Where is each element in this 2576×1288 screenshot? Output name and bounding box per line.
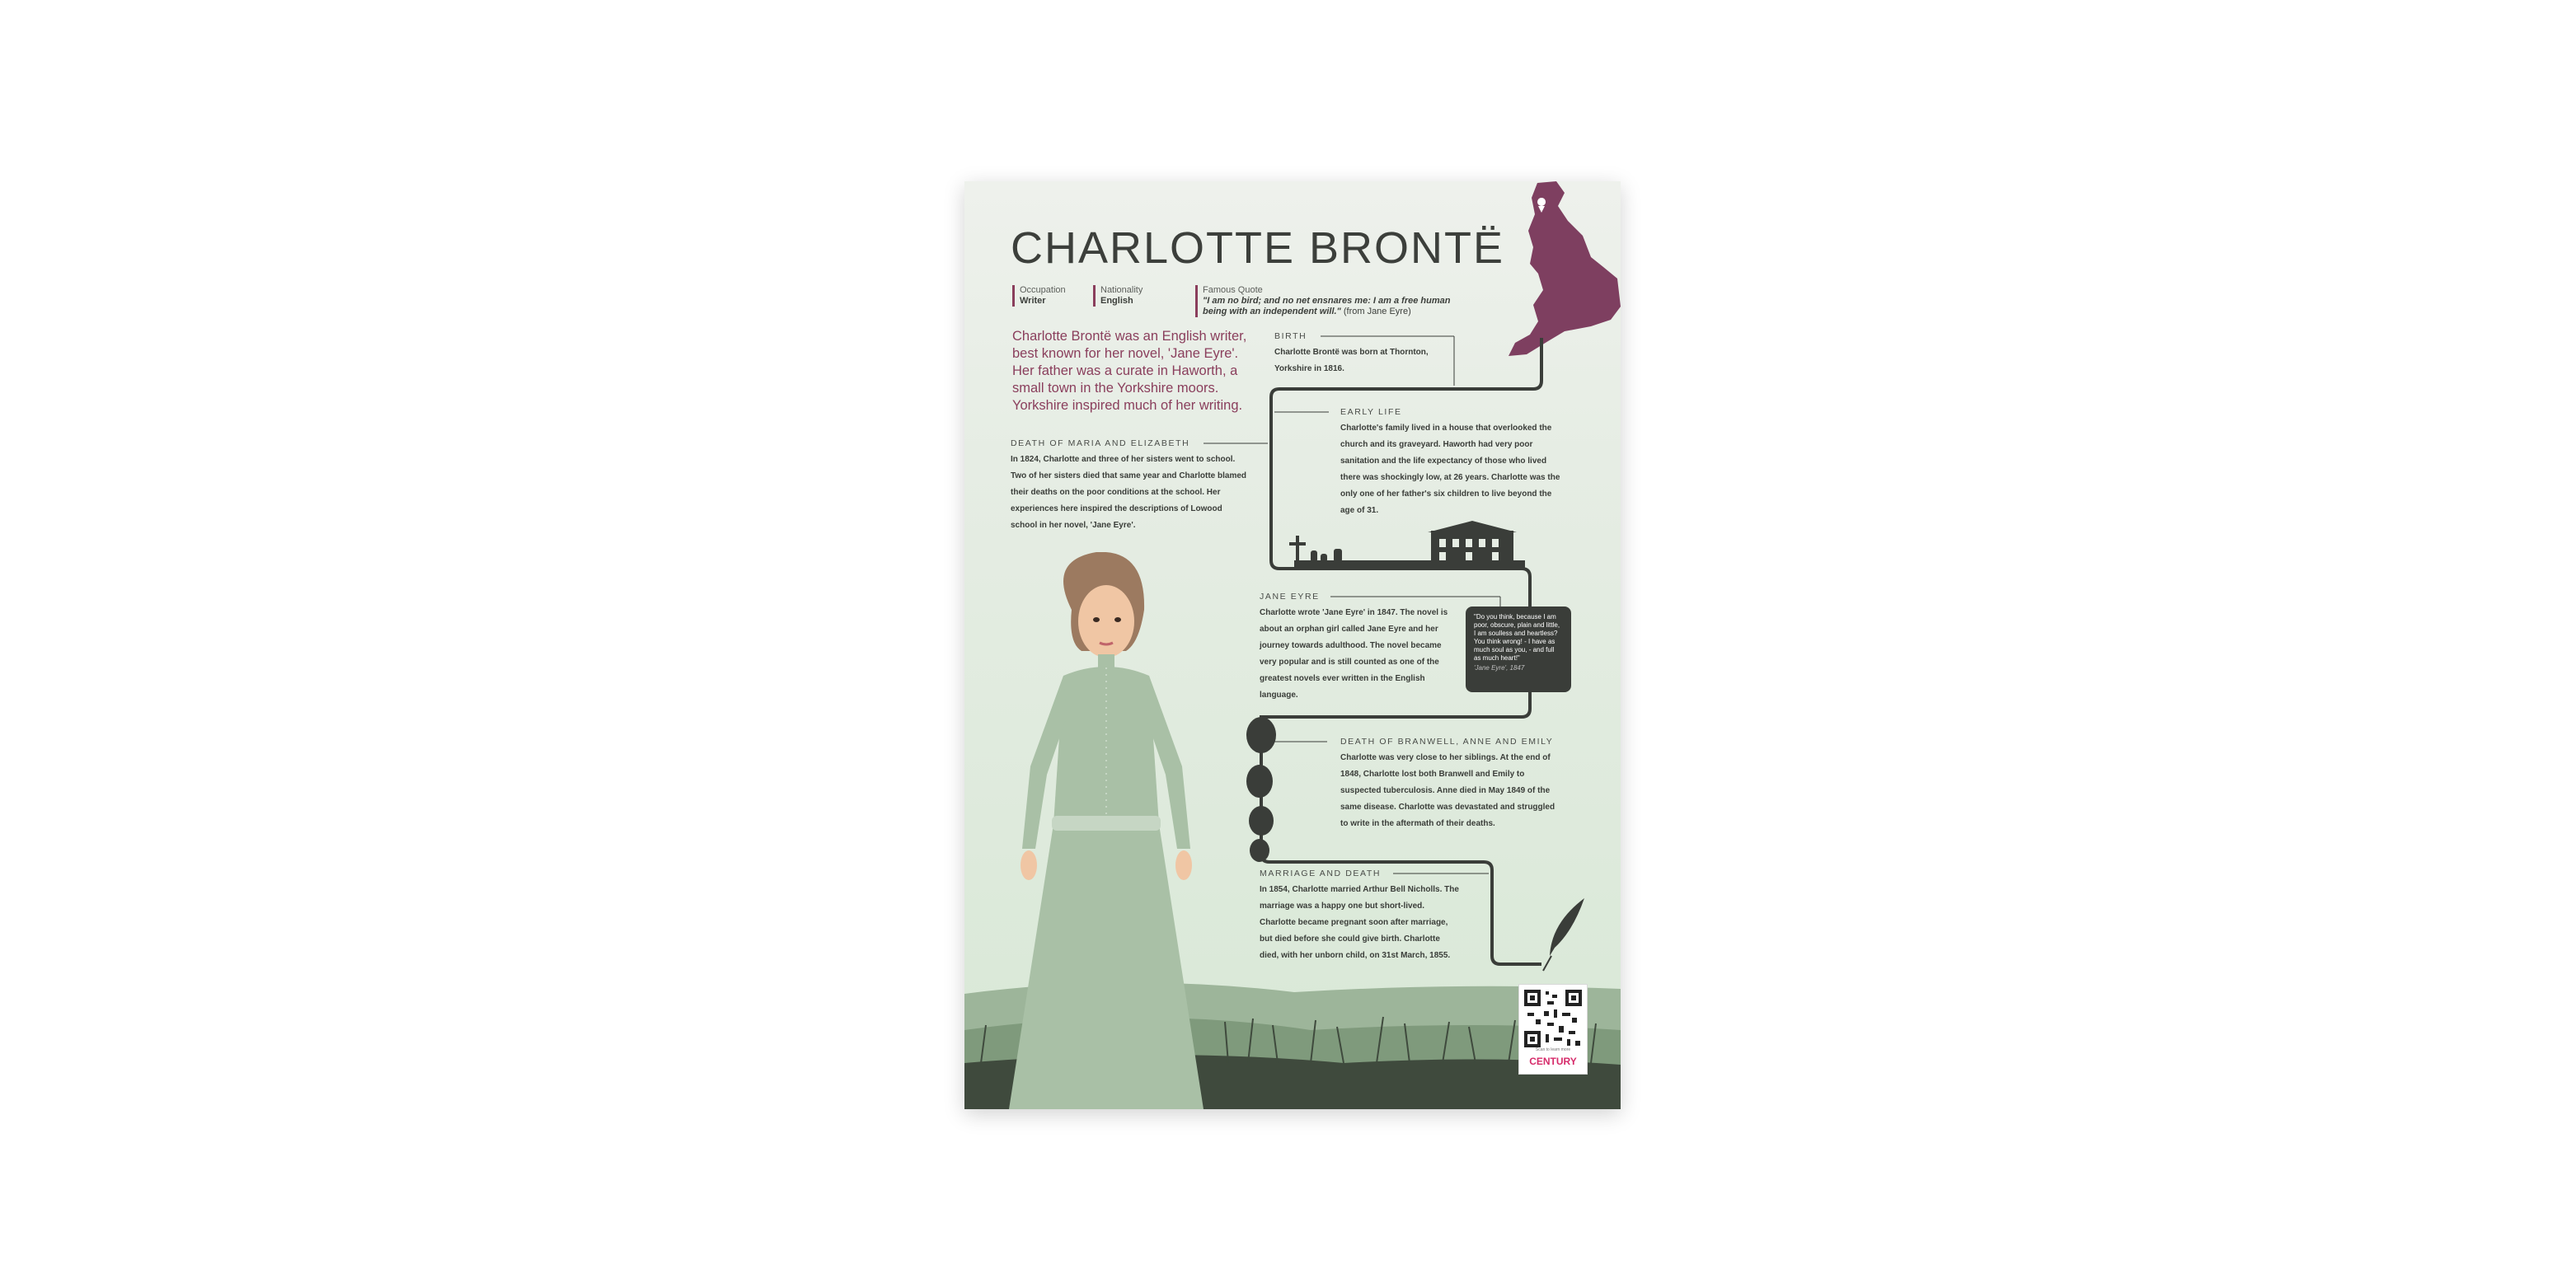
jane-eyre-quote-text: "Do you think, because I am poor, obscure, plain and little, I am soulless and heartless? You think wrong! - I have as much soul as you, - and full as much heart!" bbox=[1474, 613, 1560, 662]
death-branwell-body: Charlotte was very close to her siblings. At the end of 1848, Charlotte lost both Branwell and Emily to suspected tuberculosis. Anne died in May 1849 of the same disease. Charlotte was devastated and struggled to write in the aftermath of their deaths. bbox=[1340, 753, 1555, 828]
jane-eyre-heading: JANE EYRE bbox=[1260, 592, 1320, 602]
quote-label: Famous Quote bbox=[1203, 285, 1263, 295]
marriage-heading: MARRIAGE AND DEATH bbox=[1260, 869, 1382, 878]
quote-value: "I am no bird; and no net ensnares me: I am a free human being with an independent will." bbox=[1203, 296, 1451, 316]
early-life-body: Charlotte's family lived in a house that overlooked the church and its graveyard. Haworth had very poor sanitation and the life expectancy of those who lived there was shockingly low, at 26 years. Charlotte was the only one of her father's six children to live beyond the age of 31. bbox=[1340, 424, 1560, 515]
jane-eyre-body: Charlotte wrote 'Jane Eyre' in 1847. The novel is about an orphan girl called Jane Eyre and her journey towards adulthood. The novel became very popular and is still counted as one of the greatest novels ever written in the English language. bbox=[1260, 608, 1448, 700]
jane-eyre-quote-box bbox=[1466, 607, 1571, 692]
death-branwell-heading: DEATH OF BRANWELL, ANNE AND EMILY bbox=[1340, 737, 1554, 747]
page-title: CHARLOTTE BRONTË bbox=[1011, 223, 1505, 273]
poster bbox=[964, 181, 1621, 1109]
birth-heading: BIRTH bbox=[1274, 331, 1307, 341]
occupation-label: Occupation bbox=[1020, 285, 1066, 295]
jane-eyre-quote-source: 'Jane Eyre', 1847 bbox=[1474, 664, 1525, 672]
occupation-value: Writer bbox=[1020, 296, 1046, 306]
charlotte-illustration bbox=[997, 552, 1228, 1109]
early-life-heading: EARLY LIFE bbox=[1340, 407, 1402, 417]
qr-code-icon bbox=[1524, 990, 1582, 1047]
death-maria-body: In 1824, Charlotte and three of her sisters went to school. Two of her sisters died that same year and Charlotte blamed their deaths on the poor conditions at the school. Her experiences here inspired the descriptions of Lowood school in her novel, 'Jane Eyre'. bbox=[1011, 455, 1247, 530]
death-maria-heading: DEATH OF MARIA AND ELIZABETH bbox=[1011, 438, 1190, 448]
quote-source: (from Jane Eyre) bbox=[1343, 307, 1411, 316]
nationality-value: English bbox=[1100, 296, 1133, 306]
intro-text: Charlotte Brontë was an English writer, best known for her novel, 'Jane Eyre'. Her father was a curate in Haworth, a small town in the Yorkshire moors. Yorkshire inspired much of her writing. bbox=[1012, 329, 1247, 413]
century-logo: CENTURY bbox=[1529, 1056, 1577, 1067]
nationality-label: Nationality bbox=[1100, 285, 1143, 295]
qr-small-text: Scan to learn more bbox=[1535, 1047, 1571, 1052]
marriage-body: In 1854, Charlotte married Arthur Bell Nicholls. The marriage was a happy one but short-lived. Charlotte became pregnant soon after marriage, but died before she could give birth. Charlotte died, with her unborn child, on 31st March, 1855. bbox=[1260, 885, 1459, 960]
birth-body: Charlotte Brontë was born at Thornton, Yorkshire in 1816. bbox=[1274, 348, 1429, 373]
qr-code[interactable] bbox=[1518, 984, 1588, 1075]
